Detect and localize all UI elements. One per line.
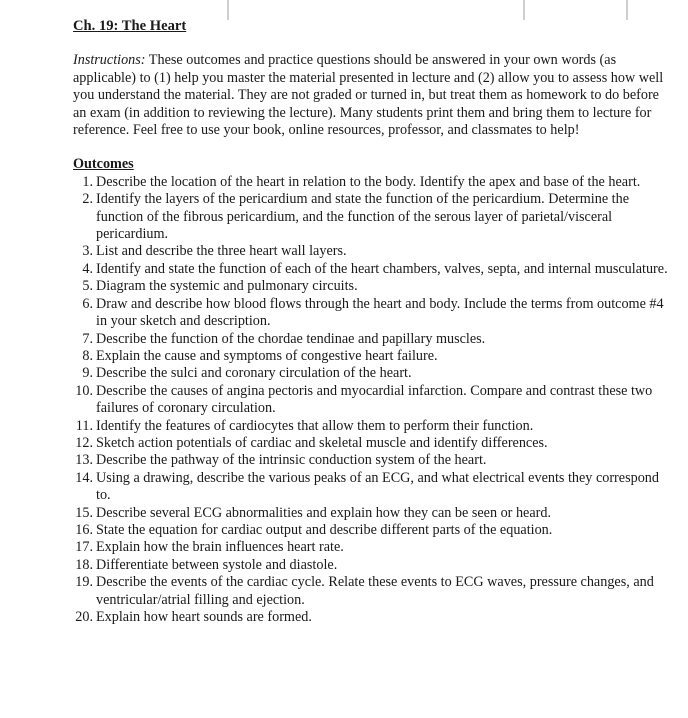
list-item — [73, 505, 673, 522]
list-item-text: Describe the function of the chordae tendinae and papillary muscles. — [96, 330, 486, 347]
list-item-number: 1. — [82, 173, 93, 190]
list-item — [73, 296, 673, 331]
list-item-number: 16. — [75, 521, 93, 538]
list-item-number: 8. — [82, 347, 93, 364]
list-item-text: Identify the layers of the pericardium and state the function of the pericardium. Determine the function of the fibrous pericardium, and the function of the serous layer of parietal/visceral pericardium. — [96, 191, 630, 243]
list-item-number: 10. — [75, 382, 93, 399]
list-item-text: Describe the sulci and coronary circulation of the heart. — [96, 365, 412, 382]
top-margin-mark-middle — [523, 0, 525, 20]
list-item-text: Using a drawing, describe the various peaks of an ECG, and what electrical events they correspond to. — [96, 469, 659, 504]
list-item-number: 2. — [82, 191, 93, 208]
list-item — [73, 348, 673, 365]
list-item-text: Describe the causes of angina pectoris and myocardial infarction. Compare and contrast these two failures of coronary circulation. — [96, 382, 653, 417]
list-item-text: Differentiate between systole and diastole. — [96, 556, 338, 573]
list-item — [73, 522, 673, 539]
outcomes-heading: Outcomes — [73, 156, 134, 173]
document-page — [73, 18, 673, 626]
list-item-number: 9. — [82, 365, 93, 382]
list-item — [73, 243, 673, 260]
list-item-text: State the equation for cardiac output and describe different parts of the equation. — [96, 521, 553, 538]
list-item — [73, 418, 673, 435]
list-item-text: Describe the location of the heart in relation to the body. Identify the apex and base of the heart. — [96, 173, 641, 190]
list-item-text: Identify and state the function of each of the heart chambers, valves, septa, and internal musculature. — [96, 260, 668, 277]
list-item-number: 4. — [82, 260, 93, 277]
list-item — [73, 470, 673, 505]
list-item-text: Explain how heart sounds are formed. — [96, 609, 312, 625]
list-item — [73, 435, 673, 452]
list-item-text: Describe the events of the cardiac cycle. Relate these events to ECG waves, pressure changes, and ventricular/atrial filling and ejection. — [96, 574, 654, 608]
list-item-number: 15. — [75, 504, 93, 521]
list-item-text: Sketch action potentials of cardiac and skeletal muscle and identify differences. — [96, 434, 548, 451]
instructions-label: Instructions: — [73, 52, 146, 69]
list-item-number: 17. — [75, 539, 93, 556]
list-item-text: Describe several ECG abnormalities and explain how they can be seen or heard. — [96, 504, 552, 521]
list-item-text: Identify the features of cardiocytes that allow them to perform their function. — [96, 417, 534, 434]
list-item-text: Explain how the brain influences heart rate. — [96, 539, 344, 556]
list-item-number: 19. — [75, 574, 93, 591]
instructions-paragraph — [73, 52, 673, 139]
list-item — [73, 609, 673, 626]
list-item-text: Describe the pathway of the intrinsic conduction system of the heart. — [96, 452, 487, 469]
list-item-number: 13. — [75, 452, 93, 469]
list-item-number: 11. — [75, 417, 93, 434]
list-item — [73, 191, 673, 243]
list-item-number: 18. — [75, 556, 93, 573]
list-item-text: Diagram the systemic and pulmonary circuits. — [96, 278, 358, 295]
list-item-number: 20. — [75, 609, 93, 625]
list-item — [73, 365, 673, 382]
list-item — [73, 383, 673, 418]
list-item — [73, 539, 673, 556]
list-item — [73, 278, 673, 295]
list-item — [73, 331, 673, 348]
list-item-text: List and describe the three heart wall layers. — [96, 243, 347, 260]
instructions-text: These outcomes and practice questions should be answered in your own words (as applicable) to (1) help you master the material presented in lecture and (2) allow you to assess how well you understand the material. They are not graded or turned in, but treat them as homework to do before an exam (in addition to reviewing the lecture). Many students print them and bring them to lecture for reference. Feel free to use your book, online resources, professor, and classmates to help! — [73, 52, 664, 139]
list-item-number: 7. — [82, 330, 93, 347]
list-item-number: 5. — [82, 278, 93, 295]
list-item-number: 6. — [82, 295, 93, 312]
list-item-number: 3. — [82, 243, 93, 260]
outcomes-list — [73, 174, 673, 627]
list-item — [73, 452, 673, 469]
list-item — [73, 261, 673, 278]
list-item-text: Explain the cause and symptoms of congestive heart failure. — [96, 347, 438, 364]
list-item-number: 14. — [75, 469, 93, 486]
list-item — [73, 174, 673, 191]
list-item — [73, 557, 673, 574]
top-margin-mark-right — [626, 0, 628, 20]
page-title: Ch. 19: The Heart — [73, 18, 187, 34]
list-item — [73, 574, 673, 609]
list-item-text: Draw and describe how blood flows through the heart and body. Include the terms from outcome #4 in your sketch and description. — [96, 295, 664, 330]
top-margin-mark-left — [227, 0, 229, 20]
list-item-number: 12. — [75, 434, 93, 451]
